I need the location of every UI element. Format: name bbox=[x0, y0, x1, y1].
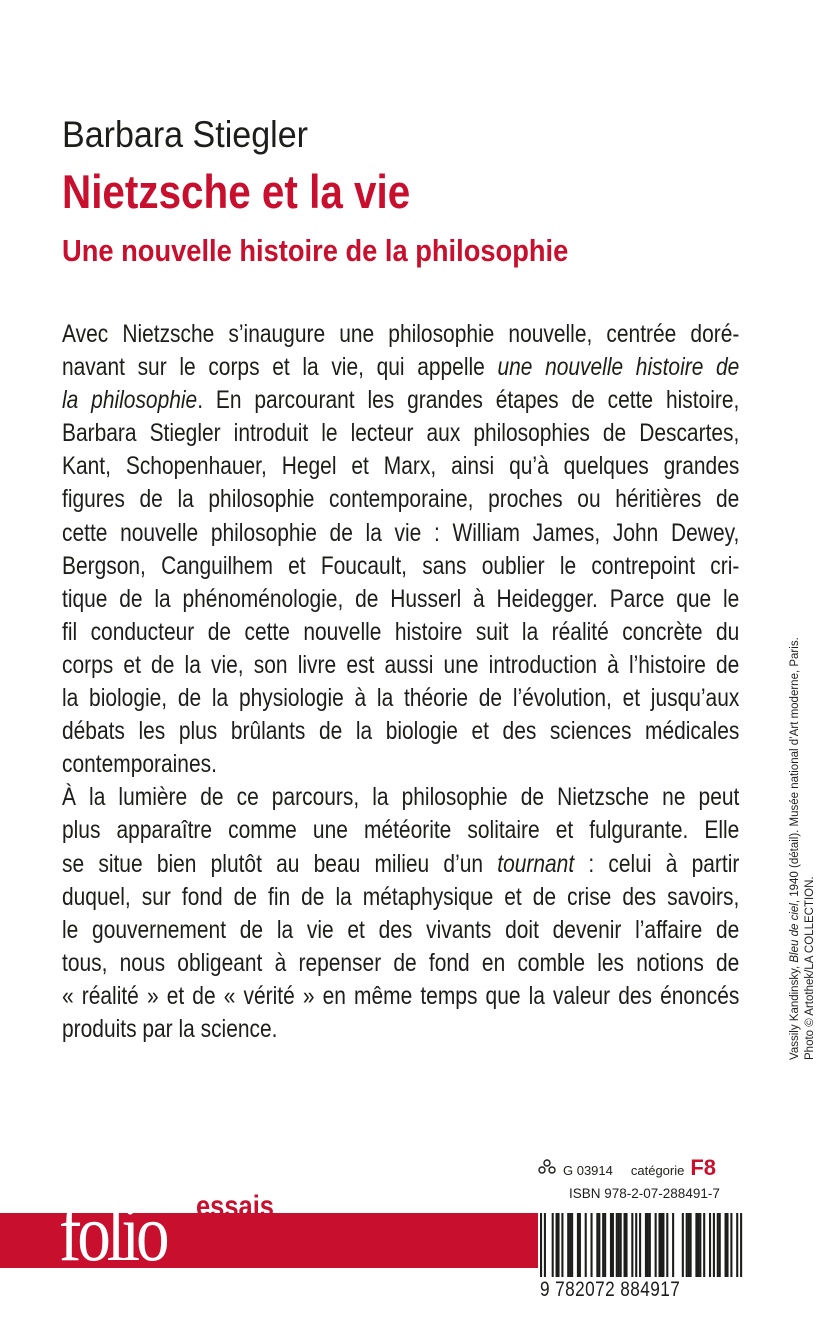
book-title: Nietzsche et la vie bbox=[62, 165, 411, 218]
back-cover-blurb bbox=[62, 318, 739, 1046]
blurb-text: tique de la phénoménologie, de Husserl à Heidegger. Parce que le bbox=[62, 585, 740, 613]
barcode-bar bbox=[616, 1213, 618, 1277]
blurb-text: Avec Nietzsche s’inaugure une philosophie nouvelle, centrée doré- bbox=[62, 321, 740, 348]
blurb-text: navant sur le corps et la vie, qui appelle bbox=[62, 354, 498, 382]
credit-line: Photo © Artothek/LA COLLECTION. bbox=[804, 876, 816, 1060]
blurb-line bbox=[62, 814, 739, 847]
barcode-bar bbox=[709, 1213, 711, 1277]
barcode-bar bbox=[591, 1213, 593, 1277]
collection-name: essais bbox=[196, 1190, 275, 1223]
barcode-bar bbox=[740, 1213, 742, 1277]
barcode-bar bbox=[736, 1213, 738, 1277]
barcode-bar bbox=[690, 1213, 692, 1277]
barcode-digits: 9 782072 884917 bbox=[540, 1278, 681, 1301]
blurb-line bbox=[62, 450, 739, 483]
barcode-bar bbox=[649, 1213, 651, 1277]
blurb-text: plus apparaître comme une météorite solitaire et fulgurante. Elle bbox=[62, 817, 740, 845]
blurb-line bbox=[62, 748, 739, 781]
barcode-bar bbox=[658, 1213, 660, 1277]
barcode-bar bbox=[557, 1213, 559, 1277]
barcode-bar bbox=[618, 1213, 620, 1277]
barcode-bar bbox=[585, 1213, 587, 1277]
barcode-bar bbox=[596, 1213, 598, 1277]
barcode-bar bbox=[625, 1213, 627, 1277]
blurb-text: corps et de la vie, son livre est aussi une introduction à l’histoire de bbox=[62, 651, 740, 679]
blurb-text: : celui à partir bbox=[574, 850, 740, 878]
blurb-line bbox=[62, 351, 739, 384]
barcode-bar bbox=[577, 1213, 579, 1277]
barcode-bars bbox=[540, 1213, 742, 1277]
blurb-text: se situe bien plutôt au beau milieu d’un bbox=[62, 850, 498, 878]
barcode-bar bbox=[598, 1213, 600, 1277]
blurb-line bbox=[62, 914, 739, 947]
barcode-bar bbox=[647, 1213, 649, 1277]
barcode-bar bbox=[713, 1213, 715, 1277]
blurb-text: . En parcourant les grandes étapes de cette histoire, bbox=[197, 387, 740, 415]
price-category: F8 bbox=[690, 1155, 717, 1180]
credit-text: Vassily Kandinsky, bbox=[789, 962, 801, 1060]
barcode-bar bbox=[686, 1213, 688, 1277]
barcode-bar bbox=[544, 1213, 546, 1277]
blurb-italic-text: une nouvelle histoire de bbox=[497, 354, 740, 382]
author-name: Barbara Stiegler bbox=[62, 114, 308, 155]
barcode-bar bbox=[662, 1213, 664, 1277]
barcode-bar bbox=[602, 1213, 604, 1277]
blurb-italic-text: la philosophie bbox=[62, 387, 198, 415]
blurb-text: tous, nous obligeant à repenser de fond en comble les notions de bbox=[62, 949, 740, 977]
credit-text: , 1940 (détail). Musée national d’Art moderne, Paris. bbox=[789, 637, 801, 904]
barcode-bar bbox=[717, 1213, 719, 1277]
blurb-text: figures de la philosophie contemporaine, proches ou héritières de bbox=[62, 486, 740, 514]
barcode-bar bbox=[697, 1213, 699, 1277]
barcode-bar bbox=[567, 1213, 569, 1277]
credit-italic-text: Bleu de ciel bbox=[789, 903, 801, 963]
barcode-bar bbox=[610, 1213, 612, 1277]
barcode-bar bbox=[645, 1213, 647, 1277]
blurb-line bbox=[62, 848, 739, 881]
barcode-bar bbox=[569, 1213, 571, 1277]
barcode-bar bbox=[726, 1213, 728, 1277]
barcode-bar bbox=[556, 1213, 558, 1277]
blurb-line bbox=[62, 781, 739, 814]
blurb-text: produits par la science. bbox=[62, 1015, 278, 1043]
barcode-bar bbox=[624, 1213, 626, 1277]
blurb-line bbox=[62, 583, 739, 616]
blurb-italic-text: tournant bbox=[497, 850, 575, 878]
barcode-bar bbox=[631, 1213, 633, 1277]
barcode-bar bbox=[666, 1213, 668, 1277]
barcode-bar bbox=[655, 1213, 657, 1277]
blurb-line bbox=[62, 616, 739, 649]
barcode-bar bbox=[604, 1213, 606, 1277]
series-code: G 03914 bbox=[563, 1163, 613, 1178]
recycle-icon bbox=[537, 1159, 557, 1179]
barcode-bar bbox=[561, 1213, 563, 1277]
blurb-line bbox=[62, 550, 739, 583]
cover-image-credit bbox=[788, 637, 818, 1060]
blurb-text: Kant, Schopenhauer, Hegel et Marx, ainsi qu’à quelques grandes bbox=[62, 453, 740, 481]
metadata-row bbox=[537, 1155, 737, 1183]
book-metadata bbox=[537, 1155, 737, 1201]
isbn: ISBN 978-2-07-288491-7 bbox=[569, 1186, 720, 1201]
blurb-line bbox=[62, 517, 739, 550]
blurb-text: débats les plus brûlants de la biologie et des sciences médicales bbox=[62, 718, 740, 746]
blurb-text: Barbara Stiegler introduit le lecteur aux philosophies de Descartes, bbox=[62, 420, 740, 448]
barcode-bar bbox=[552, 1213, 554, 1277]
blurb-text: fil conducteur de cette nouvelle histoire suit la réalité concrète du bbox=[62, 618, 740, 646]
barcode-bar bbox=[571, 1213, 573, 1277]
blurb-line bbox=[62, 1013, 739, 1046]
blurb-line bbox=[62, 881, 739, 914]
blurb-line bbox=[62, 417, 739, 450]
blurb-text: « réalité » et de « vérité » en même temps que la valeur des énoncés bbox=[62, 982, 740, 1010]
blurb-text: contemporaines. bbox=[62, 751, 217, 779]
blurb-line bbox=[62, 715, 739, 748]
barcode-bar bbox=[703, 1213, 705, 1277]
barcode-bar bbox=[635, 1213, 637, 1277]
blurb-line bbox=[62, 682, 739, 715]
blurb-line bbox=[62, 649, 739, 682]
blurb-line bbox=[62, 980, 739, 1013]
blurb-text: Bergson, Canguilhem et Foucault, sans oublier le contrepoint cri- bbox=[62, 552, 740, 580]
blurb-text: cette nouvelle philosophie de la vie : William James, John Dewey, bbox=[62, 519, 740, 547]
barcode-bar bbox=[682, 1213, 684, 1277]
barcode-bar bbox=[719, 1213, 721, 1277]
blurb-line bbox=[62, 483, 739, 516]
category-label: catégorie bbox=[630, 1163, 685, 1178]
barcode-bar bbox=[725, 1213, 727, 1277]
barcode-bar bbox=[695, 1213, 697, 1277]
folio-logo: folio bbox=[59, 1187, 166, 1278]
blurb-text: duquel, sur fond de fin de la métaphysique et de crise des savoirs, bbox=[62, 883, 740, 911]
blurb-line bbox=[62, 947, 739, 980]
barcode-bar bbox=[730, 1213, 732, 1277]
barcode-bar bbox=[660, 1213, 662, 1277]
barcode-bar bbox=[688, 1213, 690, 1277]
barcode-bar bbox=[620, 1213, 622, 1277]
barcode-bar bbox=[612, 1213, 614, 1277]
barcode-bar bbox=[639, 1213, 641, 1277]
blurb-line bbox=[62, 318, 739, 351]
barcode-bar bbox=[540, 1213, 542, 1277]
credit-line bbox=[788, 637, 803, 1060]
barcode-bar bbox=[672, 1213, 674, 1277]
blurb-text: le gouvernement de la vie et des vivants doit devenir l’affaire de bbox=[62, 916, 740, 944]
blurb-line bbox=[62, 384, 739, 417]
blurb-text: la biologie, de la physiologie à la théorie de l’évolution, et jusqu’aux bbox=[62, 685, 740, 713]
barcode-bar bbox=[579, 1213, 581, 1277]
book-subtitle: Une nouvelle histoire de la philosophie bbox=[62, 233, 569, 268]
barcode-bar bbox=[699, 1213, 701, 1277]
blurb-text: À la lumière de ce parcours, la philosophie de Nietzsche ne peut bbox=[62, 784, 740, 812]
